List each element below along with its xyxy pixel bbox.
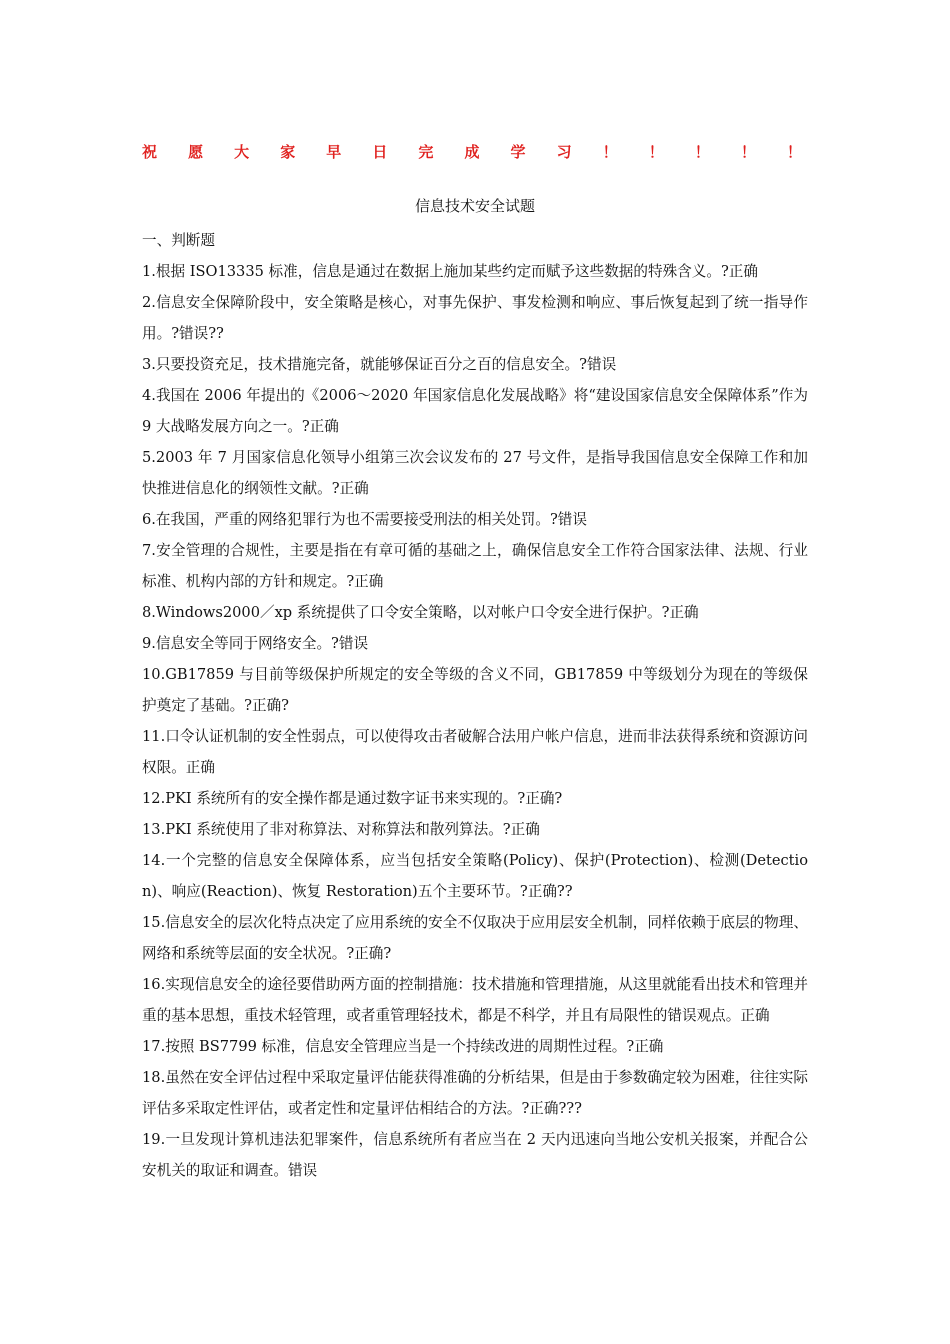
question-list [142,256,808,1186]
banner-char: ！ [648,143,664,161]
question-item: 11.口令认证机制的安全性弱点，可以使得攻击者破解合法用户帐户信息，进而非法获得系统和资源访问权限。正确 [142,728,808,776]
question-item: 14.一个完整的信息安全保障体系，应当包括安全策略(Policy)、保护(Protection)、检测(Detection)、响应(Reaction)、恢复 Restoration)五个主要环节。?正确?? [142,852,808,900]
question-item: 15.信息安全的层次化特点决定了应用系统的安全不仅取决于应用层安全机制，同样依赖于底层的物理、网络和系统等层面的安全状况。?正确? [142,914,808,962]
question-item: 9.信息安全等同于网络安全。?错误 [142,635,369,652]
question-item: 13.PKI 系统使用了非对称算法、对称算法和散列算法。?正确 [142,821,540,838]
banner-char: ！ [602,143,618,161]
banner-char: ！ [740,143,756,161]
question-item: 12.PKI 系统所有的安全操作都是通过数字证书来实现的。?正确? [142,790,563,807]
banner-char: 愿 [188,143,204,161]
question-item: 2.信息安全保障阶段中，安全策略是核心，对事先保护、事发检测和响应、事后恢复起到了统一指导作用。?错误?? [142,294,808,342]
question-item: 4.我国在 2006 年提出的《2006～2020 年国家信息化发展战略》将“建设国家信息安全保障体系”作为 9 大战略发展方向之一。?正确 [142,387,808,435]
banner-char: 学 [510,143,526,161]
banner-char: 习 [556,143,572,161]
banner-char: 成 [464,143,480,161]
question-item: 18.虽然在安全评估过程中采取定量评估能获得准确的分析结果，但是由于参数确定较为困难，往往实际评估多采取定性评估，或者定性和定量评估相结合的方法。?正确??? [142,1069,808,1117]
banner-char: 大 [234,143,250,161]
banner-char: 早 [326,143,342,161]
banner-char: ！ [786,143,802,161]
banner-char: 祝 [142,143,158,161]
question-item: 8.Windows2000／xp 系统提供了口令安全策略，以对帐户口令安全进行保护。?正确 [142,604,699,621]
document-body [142,225,808,1186]
question-item: 5.2003 年 7 月国家信息化领导小组第三次会议发布的 27 号文件，是指导我国信息安全保障工作和加快推进信息化的纲领性文献。?正确 [142,449,808,497]
question-item: 6.在我国，严重的网络犯罪行为也不需要接受刑法的相关处罚。?错误 [142,511,587,528]
question-item: 17.按照 BS7799 标准，信息安全管理应当是一个持续改进的周期性过程。?正确 [142,1038,664,1055]
question-item: 3.只要投资充足，技术措施完备，就能够保证百分之百的信息安全。?错误 [142,356,617,373]
document-title: 信息技术安全试题 [414,197,535,215]
question-item: 16.实现信息安全的途径要借助两方面的控制措施：技术措施和管理措施，从这里就能看出技术和管理并重的基本思想，重技术轻管理，或者重管理轻技术，都是不科学，并且有局限性的错误观点。正确 [142,976,808,1024]
banner-char: ！ [694,143,710,161]
greeting-banner [142,140,802,164]
banner-char: 完 [418,143,434,161]
banner-char: 日 [372,143,388,161]
question-item: 7.安全管理的合规性，主要是指在有章可循的基础之上，确保信息安全工作符合国家法律、法规、行业标准、机构内部的方针和规定。?正确 [142,542,808,590]
question-item: 10.GB17859 与目前等级保护所规定的安全等级的含义不同，GB17859 中等级划分为现在的等级保护奠定了基础。?正确? [142,666,808,714]
section-heading: 一、判断题 [142,232,215,249]
question-item: 19.一旦发现计算机违法犯罪案件，信息系统所有者应当在 2 天内迅速向当地公安机关报案，并配合公安机关的取证和调查。错误 [142,1131,808,1179]
banner-char: 家 [280,143,296,161]
question-item: 1.根据 ISO13335 标准，信息是通过在数据上施加某些约定而赋予这些数据的特殊含义。?正确 [142,263,758,280]
